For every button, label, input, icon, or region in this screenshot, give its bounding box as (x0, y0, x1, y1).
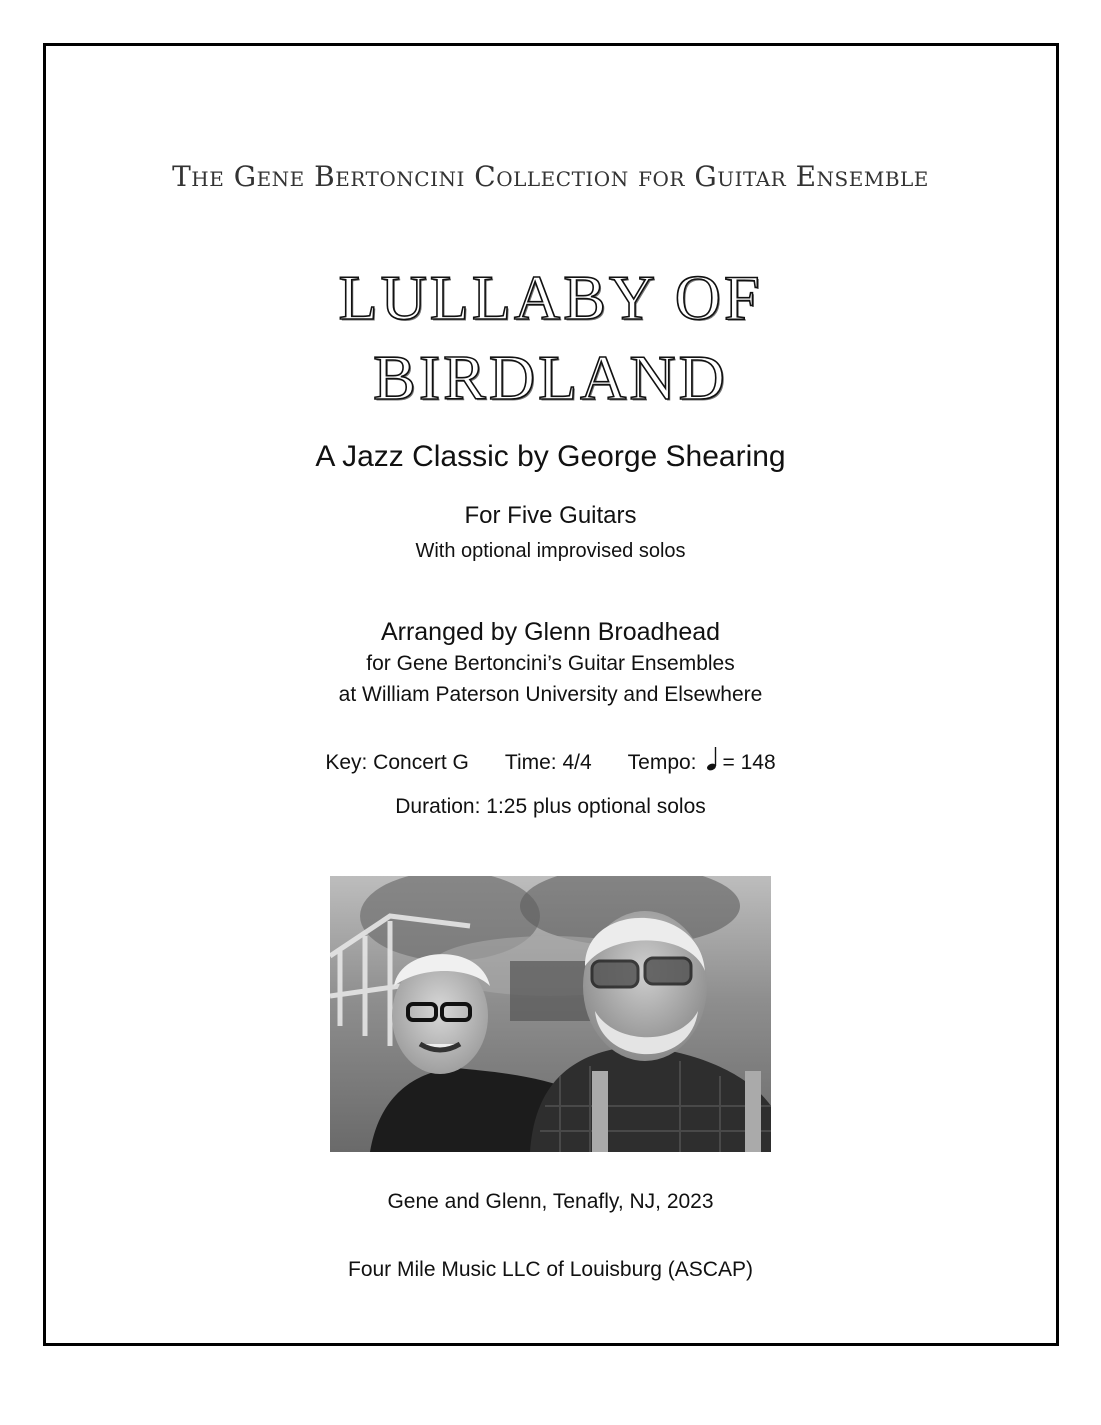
solos-note: With optional improvised solos (415, 540, 686, 562)
music-parameters (0, 746, 1101, 775)
tempo-label: Tempo: (627, 751, 697, 774)
key-label: Key: Concert G (325, 751, 469, 774)
title-line-2: BIRDLAND (373, 342, 728, 413)
subtitle: A Jazz Classic by George Shearing (315, 440, 786, 473)
page-title (0, 258, 1101, 418)
venue: at William Paterson University and Elsewhere (338, 683, 763, 706)
publisher: Four Mile Music LLC of Louisburg (ASCAP) (348, 1258, 753, 1281)
time-label: Time: 4/4 (504, 751, 592, 774)
tempo-value: = 148 (722, 751, 776, 774)
photo-caption: Gene and Glenn, Tenafly, NJ, 2023 (387, 1190, 714, 1213)
arranger: Arranged by Glenn Broadhead (380, 618, 721, 646)
arranged-for: for Gene Bertoncini’s Guitar Ensembles (366, 652, 735, 675)
instrumentation: For Five Guitars (464, 502, 637, 529)
photo (330, 876, 771, 1152)
title-line-1: LULLABY OF (338, 262, 763, 333)
quarter-note-icon (705, 746, 719, 772)
duration: Duration: 1:25 plus optional solos (395, 795, 706, 818)
photo-image (330, 876, 771, 1152)
collection-heading: The Gene Bertoncini Collection for Guitar Ensemble (172, 160, 929, 193)
